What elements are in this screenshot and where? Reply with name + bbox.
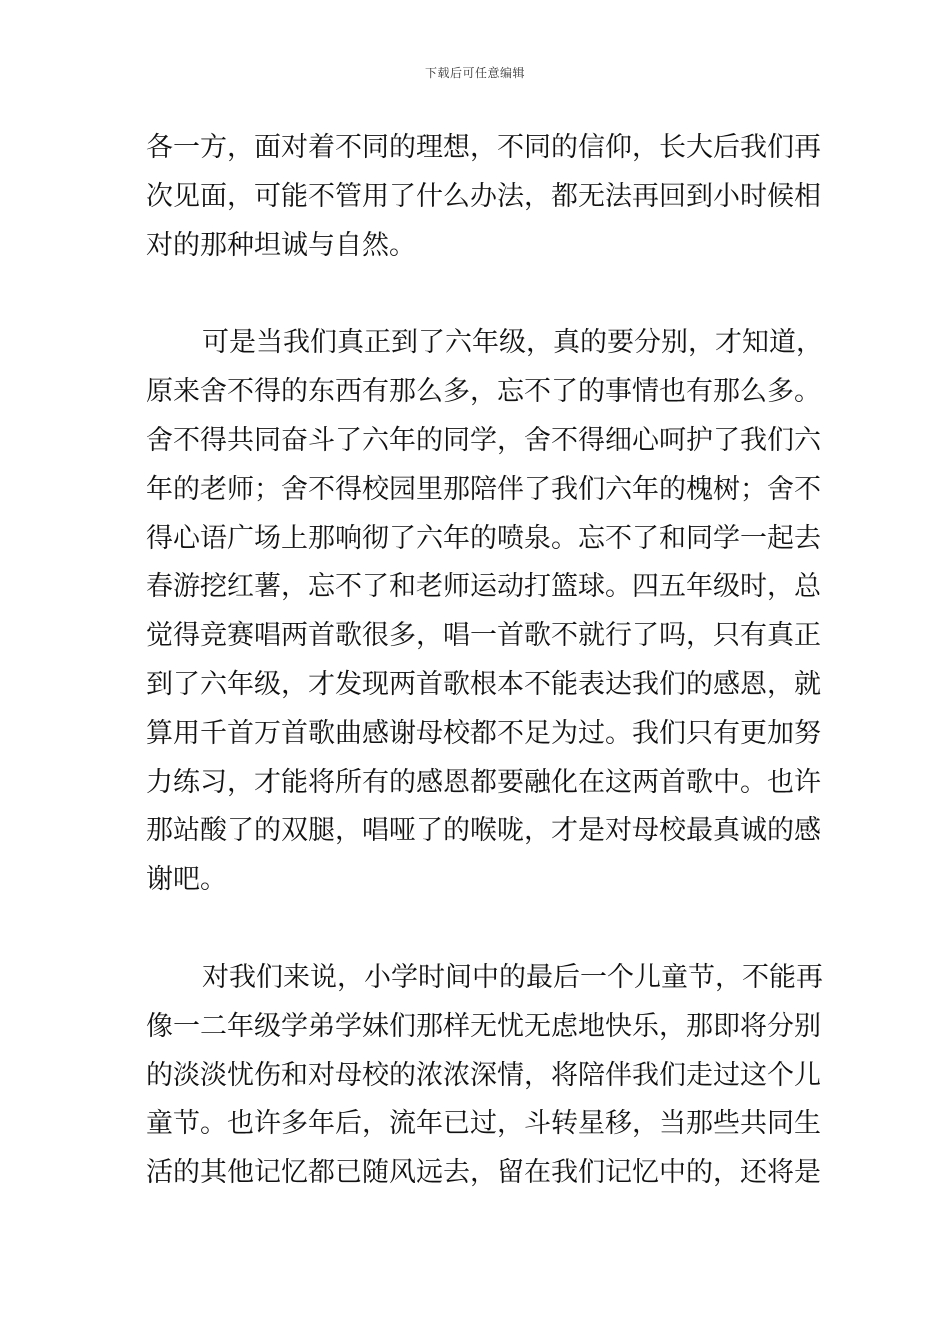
text-line: 年的老师；舍不得校园里那陪伴了我们六年的槐树；舍不 bbox=[146, 473, 821, 505]
page-header: 下载后可任意编辑 bbox=[424, 66, 525, 80]
paragraph-1 bbox=[146, 124, 821, 270]
text-line: 次见面，可能不管用了什么办法，都无法再回到小时候相 bbox=[146, 180, 821, 212]
text-line: 像一二年级学弟学妹们那样无忧无虑地快乐，那即将分别 bbox=[146, 1010, 821, 1042]
text-line: 舍不得共同奋斗了六年的同学，舍不得细心呵护了我们六 bbox=[146, 424, 821, 456]
paragraph-3 bbox=[146, 954, 823, 1198]
text-line: 原来舍不得的东西有那么多，忘不了的事情也有那么多。 bbox=[146, 376, 821, 408]
paragraph-2 bbox=[146, 319, 823, 905]
text-line: 对我们来说，小学时间中的最后一个儿童节，不能再 bbox=[202, 961, 823, 993]
text-line: 的淡淡忧伤和对母校的浓浓深情，将陪伴我们走过这个儿 bbox=[146, 1059, 821, 1091]
text-line: 觉得竞赛唱两首歌很多，唱一首歌不就行了吗，只有真正 bbox=[146, 620, 821, 652]
text-line: 谢吧。 bbox=[146, 864, 227, 896]
text-line: 得心语广场上那响彻了六年的喷泉。忘不了和同学一起去 bbox=[146, 522, 821, 554]
document-body bbox=[146, 124, 823, 1198]
text-line: 童节。也许多年后，流年已过，斗转星移，当那些共同生 bbox=[146, 1108, 821, 1140]
text-line: 可是当我们真正到了六年级，真的要分别，才知道， bbox=[202, 327, 823, 359]
text-line: 对的那种坦诚与自然。 bbox=[146, 229, 416, 261]
text-line: 力练习，才能将所有的感恩都要融化在这两首歌中。也许 bbox=[146, 766, 821, 798]
text-line: 春游挖红薯，忘不了和老师运动打篮球。四五年级时，总 bbox=[146, 571, 821, 603]
text-line: 那站酸了的双腿，唱哑了的喉咙，才是对母校最真诚的感 bbox=[146, 815, 821, 847]
text-line: 活的其他记忆都已随风远去，留在我们记忆中的，还将是 bbox=[146, 1157, 821, 1189]
text-line: 各一方，面对着不同的理想，不同的信仰，长大后我们再 bbox=[146, 132, 821, 163]
text-line: 到了六年级，才发现两首歌根本不能表达我们的感恩，就 bbox=[146, 668, 821, 700]
text-line: 算用千首万首歌曲感谢母校都不足为过。我们只有更加努 bbox=[146, 717, 821, 749]
